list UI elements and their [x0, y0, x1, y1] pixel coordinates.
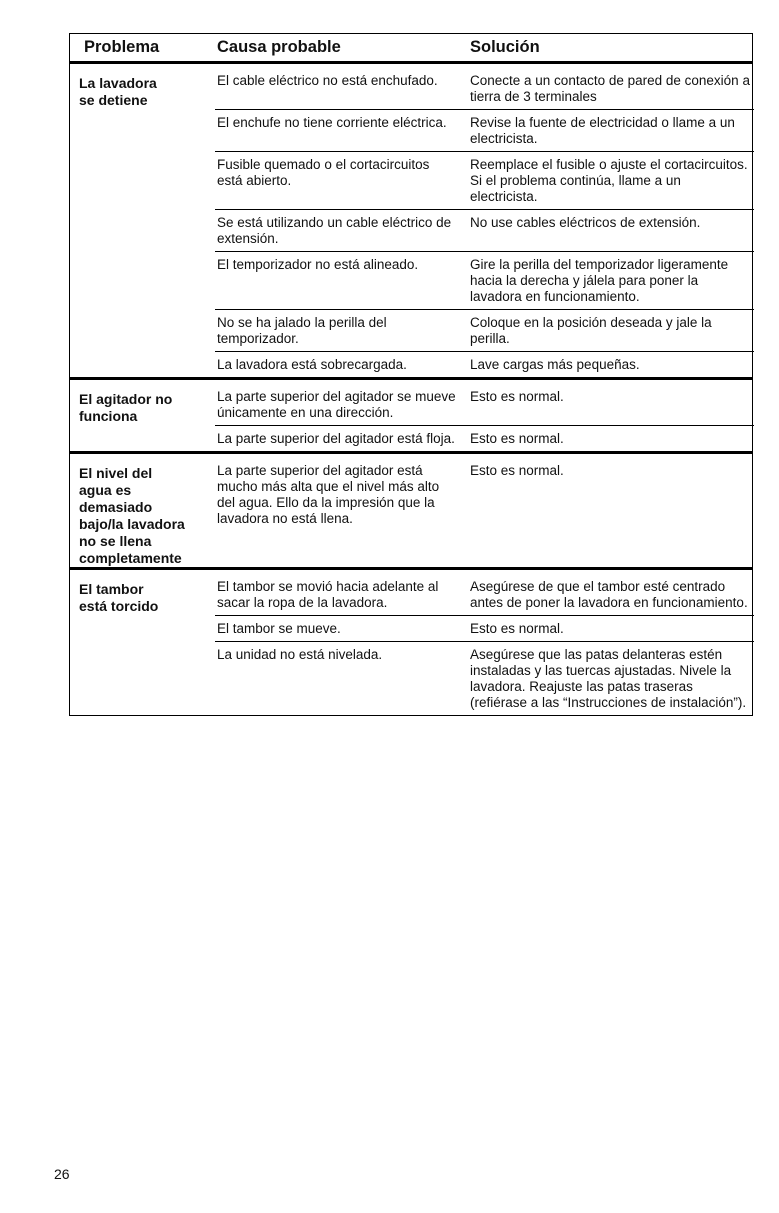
- solution-cell: Esto es normal.: [470, 389, 564, 404]
- table-row: [215, 642, 754, 715]
- problem-group: [70, 570, 752, 715]
- cause-cell: Se está utilizando un cable eléctrico de extensión.: [217, 215, 452, 246]
- table-row: [215, 454, 754, 531]
- table-row: [215, 64, 754, 110]
- problem-group: [70, 454, 752, 570]
- problem-group: [70, 380, 752, 454]
- cause-cell: El tambor se movió hacia adelante al sacar la ropa de la lavadora.: [217, 579, 439, 610]
- solution-cell: Coloque en la posición deseada y jale la perilla.: [470, 315, 712, 346]
- cause-cell: El tambor se mueve.: [217, 621, 341, 636]
- table-row: [215, 426, 754, 451]
- solution-cell: Asegúrese de que el tambor esté centrado antes de poner la lavadora en funcionamiento.: [470, 579, 748, 610]
- table-row: [215, 570, 754, 616]
- cause-cell: La parte superior del agitador está mucho más alta que el nivel más alto del agua. Ello da la impresión que la lavadora no está llena.: [217, 463, 440, 526]
- table-row: [215, 152, 754, 210]
- cause-cell: El cable eléctrico no está enchufado.: [217, 73, 438, 88]
- problem-group: [70, 64, 752, 380]
- problem-label: El tambor está torcido: [79, 581, 159, 614]
- solution-cell: No use cables eléctricos de extensión.: [470, 215, 701, 230]
- solution-cell: Esto es normal.: [470, 621, 564, 636]
- page-number: 26: [54, 1166, 70, 1182]
- cause-cell: El temporizador no está alineado.: [217, 257, 419, 272]
- cause-cell: La parte superior del agitador se mueve únicamente en una dirección.: [217, 389, 456, 420]
- problem-label: La lavadora se detiene: [79, 75, 157, 108]
- solution-cell: Conecte a un contacto de pared de conexión a tierra de 3 terminales: [470, 73, 750, 104]
- table-row: [215, 252, 754, 310]
- table-row: [215, 310, 754, 352]
- header-problema: Problema: [84, 38, 160, 56]
- table-row: [215, 352, 754, 377]
- cause-cell: El enchufe no tiene corriente eléctrica.: [217, 115, 447, 130]
- troubleshooting-table: [69, 33, 753, 716]
- problem-label: El agitador no funciona: [79, 391, 173, 424]
- header-solucion: Solución: [470, 38, 540, 56]
- solution-cell: Lave cargas más pequeñas.: [470, 357, 640, 372]
- solution-cell: Asegúrese que las patas delanteras estén instaladas y las tuercas ajustadas. Nivele la lavadora. Reajuste las patas traseras (refiérase a las “Instrucciones de instalación”).: [470, 647, 747, 710]
- table-row: [215, 380, 754, 426]
- problem-label: El nivel del agua es demasiado bajo/la lavadora no se llena completamente: [79, 465, 185, 566]
- solution-cell: Revise la fuente de electricidad o llame a un electricista.: [470, 115, 735, 146]
- table-row: [215, 110, 754, 152]
- table-header: [70, 34, 752, 64]
- header-causa: Causa probable: [217, 38, 341, 56]
- cause-cell: La parte superior del agitador está floja.: [217, 431, 455, 446]
- solution-cell: Esto es normal.: [470, 431, 564, 446]
- cause-cell: La lavadora está sobrecargada.: [217, 357, 407, 372]
- solution-cell: Reemplace el fusible o ajuste el cortacircuitos. Si el problema continúa, llame a un electricista.: [470, 157, 748, 204]
- table-row: [215, 616, 754, 642]
- cause-cell: La unidad no está nivelada.: [217, 647, 383, 662]
- solution-cell: Gire la perilla del temporizador ligeramente hacia la derecha y jálela para poner la lavadora en funcionamiento.: [470, 257, 729, 304]
- cause-cell: No se ha jalado la perilla del temporizador.: [217, 315, 387, 346]
- table-row: [215, 210, 754, 252]
- cause-cell: Fusible quemado o el cortacircuitos está abierto.: [217, 157, 430, 188]
- solution-cell: Esto es normal.: [470, 463, 564, 478]
